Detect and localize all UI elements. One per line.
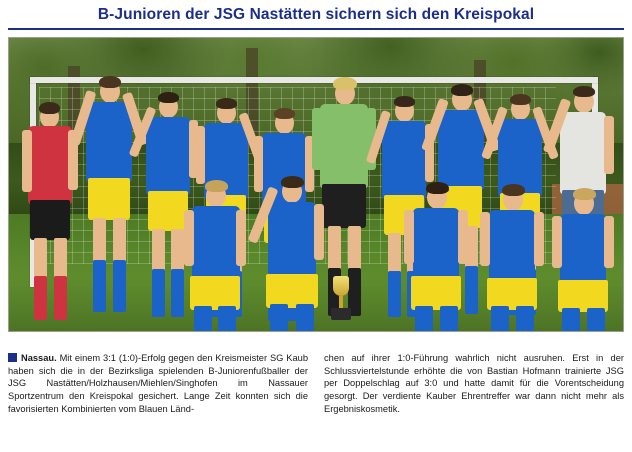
player-leg <box>93 218 106 262</box>
player-jersey <box>86 102 132 182</box>
page-title: B-Junioren der JSG Nastätten sichern sich den Kreispokal <box>97 6 535 23</box>
trophy-cup <box>333 276 349 296</box>
player-sock <box>491 306 509 332</box>
player-arm <box>552 216 562 268</box>
article-column-right <box>324 352 624 415</box>
player-sock <box>194 306 212 332</box>
player-hair <box>158 92 179 103</box>
trophy-stem <box>339 296 343 308</box>
player-shorts <box>30 200 70 240</box>
lead-place: Nassau. <box>21 353 57 363</box>
player-jersey <box>438 110 484 190</box>
player-arm <box>314 204 324 260</box>
article-column-left <box>8 352 308 415</box>
player-jersey <box>192 206 240 280</box>
player-sock <box>296 304 314 332</box>
player-leg <box>152 229 165 271</box>
player-sock <box>388 271 401 317</box>
player-sock <box>587 308 605 332</box>
player-shorts <box>88 178 130 220</box>
player-sock <box>516 306 534 332</box>
player-front-2 <box>258 180 324 332</box>
player-leg <box>34 238 47 278</box>
player-jersey <box>489 210 535 282</box>
player-shorts <box>148 191 188 231</box>
goalkeeper-shorts <box>322 184 366 228</box>
title-divider <box>8 28 624 30</box>
lead-square-marker <box>8 353 17 362</box>
player-front-3 <box>404 186 468 332</box>
player-sock <box>113 260 126 312</box>
player-leg <box>388 233 401 273</box>
player-arm <box>196 126 205 184</box>
player-shorts <box>190 276 240 310</box>
player-hair <box>502 184 525 196</box>
player-hair <box>281 176 304 188</box>
player-sock <box>562 308 580 332</box>
player-hair <box>333 77 357 90</box>
player-jersey <box>413 208 459 280</box>
team-photo <box>8 37 624 332</box>
player-hair <box>39 102 60 114</box>
player-arm <box>534 212 544 266</box>
player-sock <box>34 276 47 320</box>
player-arm <box>458 210 468 264</box>
player-leg <box>348 226 361 270</box>
player-arm <box>22 130 32 192</box>
player-hair <box>451 84 473 96</box>
player-sock <box>171 269 184 317</box>
article-body <box>8 352 624 415</box>
player-arm <box>236 210 246 266</box>
coach-shirt <box>560 112 606 194</box>
player-shorts <box>558 280 608 312</box>
player-shorts <box>411 276 461 310</box>
player-front-4 <box>480 188 544 332</box>
article-text-left: Mit einem 3:1 (1:0)-Erfolg gegen den Kreismeister SG Kaub haben sich die in der Bezirksliga spielenden B-Juniorenfußballer der JSG Nastätten/Holzhausen/Miehlen/Singhofen im Nassauer Sportzentrum den Kreispokal gesichert. Lange Zeit konnten sich die favorisierten Kombinierten vom Blauen Länd- <box>8 353 308 414</box>
player-leg <box>113 218 126 262</box>
player-sock <box>218 306 236 332</box>
player-leg <box>171 229 184 271</box>
player-arm <box>404 210 414 264</box>
player-arm <box>604 216 614 268</box>
player-sock <box>54 276 67 320</box>
player-sock <box>440 306 458 332</box>
player-leg <box>54 238 67 278</box>
article-text-right: chen auf ihrer 1:0-Führung wahrlich nicht ausruhen. Erst in der Schlussviertelstunde erhöhte die von Bastian Hofmann trainierte JSG per Doppelschlag auf 3:0 und hatte damit für die Vorentscheidung gesorgt. Der verdiente Kauber Ehrentreffer war dann nicht mehr als Ergebniskosmetik. <box>324 353 624 414</box>
player-hair <box>205 180 228 192</box>
player-arm <box>184 210 194 266</box>
player-jersey <box>268 202 316 278</box>
goalkeeper-sleeve <box>312 108 322 170</box>
player-back-2 <box>80 80 138 332</box>
player-front-1 <box>184 184 246 332</box>
player-hair <box>394 96 415 107</box>
player-hair <box>274 108 295 119</box>
player-hair <box>216 98 237 109</box>
player-jersey <box>28 126 72 204</box>
coach-hair <box>573 86 595 97</box>
player-sock <box>415 306 433 332</box>
player-hair <box>573 188 596 200</box>
player-sock <box>93 260 106 312</box>
player-shorts <box>487 278 537 310</box>
trophy-kreispokal <box>330 276 352 322</box>
player-hair <box>510 94 531 105</box>
player-leg <box>328 226 341 270</box>
player-jersey <box>560 214 606 284</box>
player-back-1 <box>22 100 78 332</box>
player-front-5 <box>552 192 614 332</box>
player-sock <box>270 304 288 332</box>
player-hair <box>426 182 449 194</box>
player-arm <box>480 212 490 266</box>
player-sock <box>152 269 165 317</box>
team-photo-scene <box>8 37 624 332</box>
player-hair <box>99 76 121 88</box>
coach-arm <box>604 116 614 174</box>
trophy-base <box>331 308 351 320</box>
player-shorts <box>266 274 318 308</box>
goalkeeper-jersey <box>320 104 368 188</box>
